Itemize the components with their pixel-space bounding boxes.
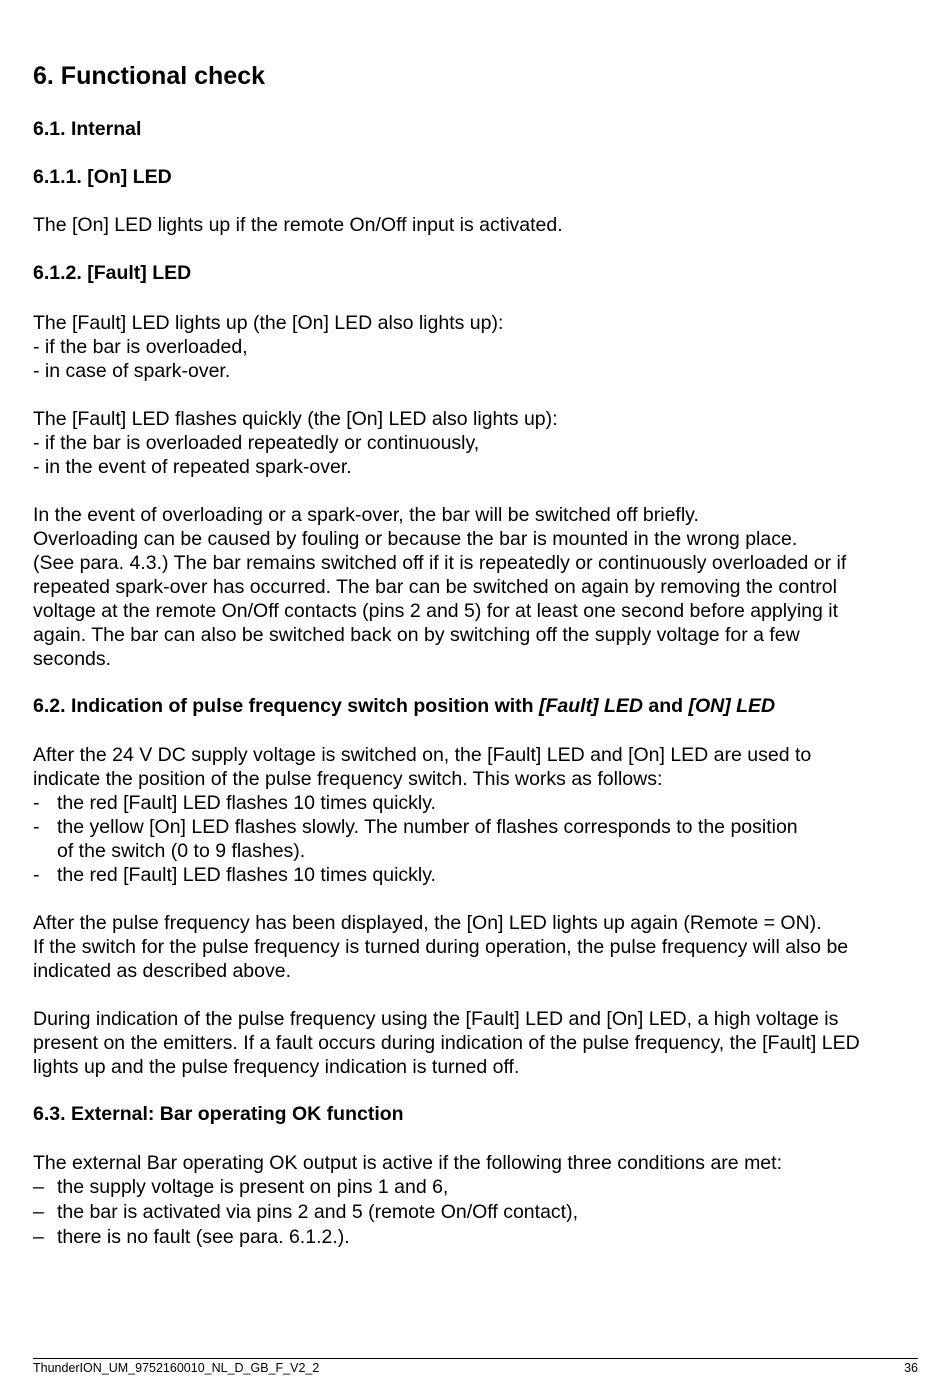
text-line: - if the bar is overloaded,: [33, 336, 248, 358]
page-footer: [33, 1358, 918, 1375]
list-item: [33, 1225, 782, 1250]
page-title: 6. Functional check: [33, 62, 266, 90]
paragraph-fault-lights: [33, 311, 503, 383]
paragraph-high-voltage: [33, 1007, 860, 1079]
list-item-text: the bar is activated via pins 2 and 5 (remote On/Off contact),: [57, 1201, 578, 1223]
text-line: repeated spark-over has occurred. The bar can be switched on again by removing the control: [33, 576, 837, 598]
list-item-text: the red [Fault] LED flashes 10 times quickly.: [57, 792, 436, 814]
paragraph-fault-flashes: [33, 407, 558, 479]
footer-page-number: 36: [904, 1361, 918, 1375]
text-line: After the 24 V DC supply voltage is switched on, the [Fault] LED and [On] LED are used to: [33, 744, 812, 766]
heading-emphasis: [Fault] LED: [538, 695, 643, 717]
paragraph-on-led: The [On] LED lights up if the remote On/Off input is activated.: [33, 214, 563, 236]
text-line: indicate the position of the pulse frequency switch. This works as follows:: [33, 768, 663, 790]
list-item-continuation: [33, 839, 811, 863]
text-line: voltage at the remote On/Off contacts (pins 2 and 5) for at least one second before applying it: [33, 600, 839, 622]
heading-6-3: 6.3. External: Bar operating OK function: [33, 1103, 404, 1125]
text-line: present on the emitters. If a fault occurs during indication of the pulse frequency, the [Fault] LED: [33, 1032, 860, 1054]
text-line: indicated as described above.: [33, 960, 292, 982]
text-line: The [Fault] LED flashes quickly (the [On] LED also lights up):: [33, 408, 558, 430]
text-line: After the pulse frequency has been displayed, the [On] LED lights up again (Remote = ON).: [33, 912, 822, 934]
text-line: Overloading can be caused by fouling or because the bar is mounted in the wrong place.: [33, 528, 798, 550]
text-line: - if the bar is overloaded repeatedly or continuously,: [33, 432, 480, 454]
list-item-text: there is no fault (see para. 6.1.2.).: [57, 1226, 350, 1248]
list-item-text: of the switch (0 to 9 flashes).: [57, 840, 306, 862]
heading-emphasis: [ON] LED: [688, 695, 776, 717]
paragraph-after-display: [33, 911, 848, 983]
heading-6-1-2: 6.1.2. [Fault] LED: [33, 262, 192, 284]
list-item-text: the yellow [On] LED flashes slowly. The number of flashes corresponds to the position: [57, 816, 798, 838]
heading-6-1-1: 6.1.1. [On] LED: [33, 166, 172, 188]
heading-6-2: [33, 695, 775, 718]
paragraph-bar-ok: [33, 1151, 782, 1250]
bullet-dash: -: [33, 864, 40, 886]
paragraph-pulse-indication: [33, 743, 811, 887]
text-line: The external Bar operating OK output is active if the following three conditions are met:: [33, 1152, 782, 1174]
text-line: If the switch for the pulse frequency is turned during operation, the pulse frequency will also be: [33, 936, 849, 958]
text-line: again. The bar can also be switched back on by switching off the supply voltage for a few: [33, 624, 800, 646]
text-line: - in the event of repeated spark-over.: [33, 456, 352, 478]
text-line: (See para. 4.3.) The bar remains switched off if it is repeatedly or continuously overloaded or if: [33, 552, 847, 574]
list-item: [33, 863, 811, 887]
bullet-dash: -: [33, 792, 40, 814]
bullet-dash: –: [33, 1226, 44, 1248]
text-line: - in case of spark-over.: [33, 360, 231, 382]
text-line: During indication of the pulse frequency using the [Fault] LED and [On] LED, a high voltage is: [33, 1008, 839, 1030]
text-line: seconds.: [33, 648, 112, 670]
text-line: In the event of overloading or a spark-over, the bar will be switched off briefly.: [33, 504, 699, 526]
bullet-dash: –: [33, 1201, 44, 1223]
list-item: [33, 1175, 782, 1200]
bullet-dash: –: [33, 1176, 44, 1198]
paragraph-overloading: [33, 503, 846, 671]
heading-text: and: [642, 695, 689, 717]
footer-document-id: ThunderION_UM_9752160010_NL_D_GB_F_V2_2: [33, 1361, 320, 1375]
bullet-dash: -: [33, 816, 40, 838]
list-item-text: the supply voltage is present on pins 1 and 6,: [57, 1176, 449, 1198]
list-item: [33, 1200, 782, 1225]
text-line: The [Fault] LED lights up (the [On] LED also lights up):: [33, 312, 504, 334]
heading-6-1: 6.1. Internal: [33, 118, 142, 140]
text-line: lights up and the pulse frequency indication is turned off.: [33, 1056, 520, 1078]
list-item: [33, 791, 811, 815]
list-item: [33, 815, 811, 839]
list-item-text: the red [Fault] LED flashes 10 times quickly.: [57, 864, 436, 886]
heading-text: 6.2. Indication of pulse frequency switch position with: [33, 695, 539, 717]
